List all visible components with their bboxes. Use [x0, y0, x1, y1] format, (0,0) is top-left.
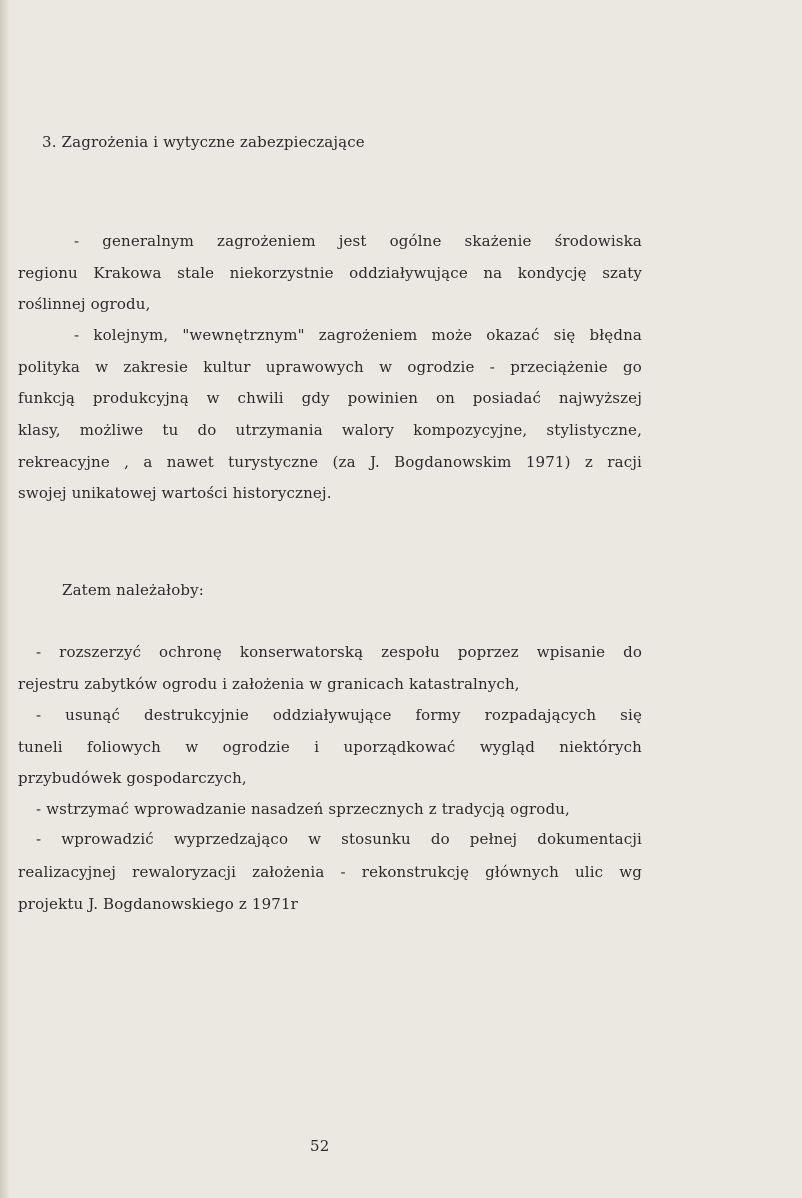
list-item-2-line-1: - usunąć destrukcyjnie oddziaływujące formy rozpadających się [36, 706, 642, 724]
section-heading: 3. Zagrożenia i wytyczne zabezpieczające [42, 133, 365, 151]
list-item-1-line-2: rejestru zabytków ogrodu i założenia w granicach katastralnych, [18, 675, 520, 693]
paragraph-2-line-5: rekreacyjne , a nawet turystyczne (za J. Bogdanowskim 1971) z racji [18, 453, 642, 471]
list-item-4-line-3: projektu J. Bogdanowskiego z 1971r [18, 895, 298, 913]
paragraph-1-line-1: - generalnym zagrożeniem jest ogólne skażenie środowiska [74, 232, 642, 250]
paragraph-1-line-2: regionu Krakowa stale niekorzystnie oddziaływujące na kondycję szaty [18, 264, 642, 282]
list-item-4-line-2: realizacyjnej rewaloryzacji założenia - rekonstrukcję głównych ulic wg [18, 863, 642, 881]
paragraph-2-line-6: swojej unikatowej wartości historycznej. [18, 484, 332, 502]
recommendations-intro: Zatem należałoby: [62, 581, 204, 599]
list-item-2-line-3: przybudówek gospodarczych, [18, 769, 247, 787]
list-item-2-line-2: tuneli foliowych w ogrodzie i uporządkować wygląd niektórych [18, 738, 642, 756]
paragraph-2-line-4: klasy, możliwe tu do utrzymania walory kompozycyjne, stylistyczne, [18, 421, 642, 439]
page-edge-shadow [0, 0, 10, 1198]
list-item-3-line-1: - wstrzymać wprowadzanie nasadzeń sprzecznych z tradycją ogrodu, [36, 800, 570, 818]
paragraph-2-line-2: polityka w zakresie kultur uprawowych w ogrodzie - przeciążenie go [18, 358, 642, 376]
paragraph-1-line-3: roślinnej ogrodu, [18, 295, 151, 313]
paragraph-2-line-1: - kolejnym, "wewnętrznym" zagrożeniem może okazać się błędna [74, 326, 642, 344]
page-number: 52 [310, 1137, 330, 1155]
list-item-4-line-1: - wprowadzić wyprzedzająco w stosunku do pełnej dokumentacji [36, 830, 642, 848]
list-item-1-line-1: - rozszerzyć ochronę konserwatorską zespołu poprzez wpisanie do [36, 643, 642, 661]
paragraph-2-line-3: funkcją produkcyjną w chwili gdy powinien on posiadać najwyższej [18, 389, 642, 407]
